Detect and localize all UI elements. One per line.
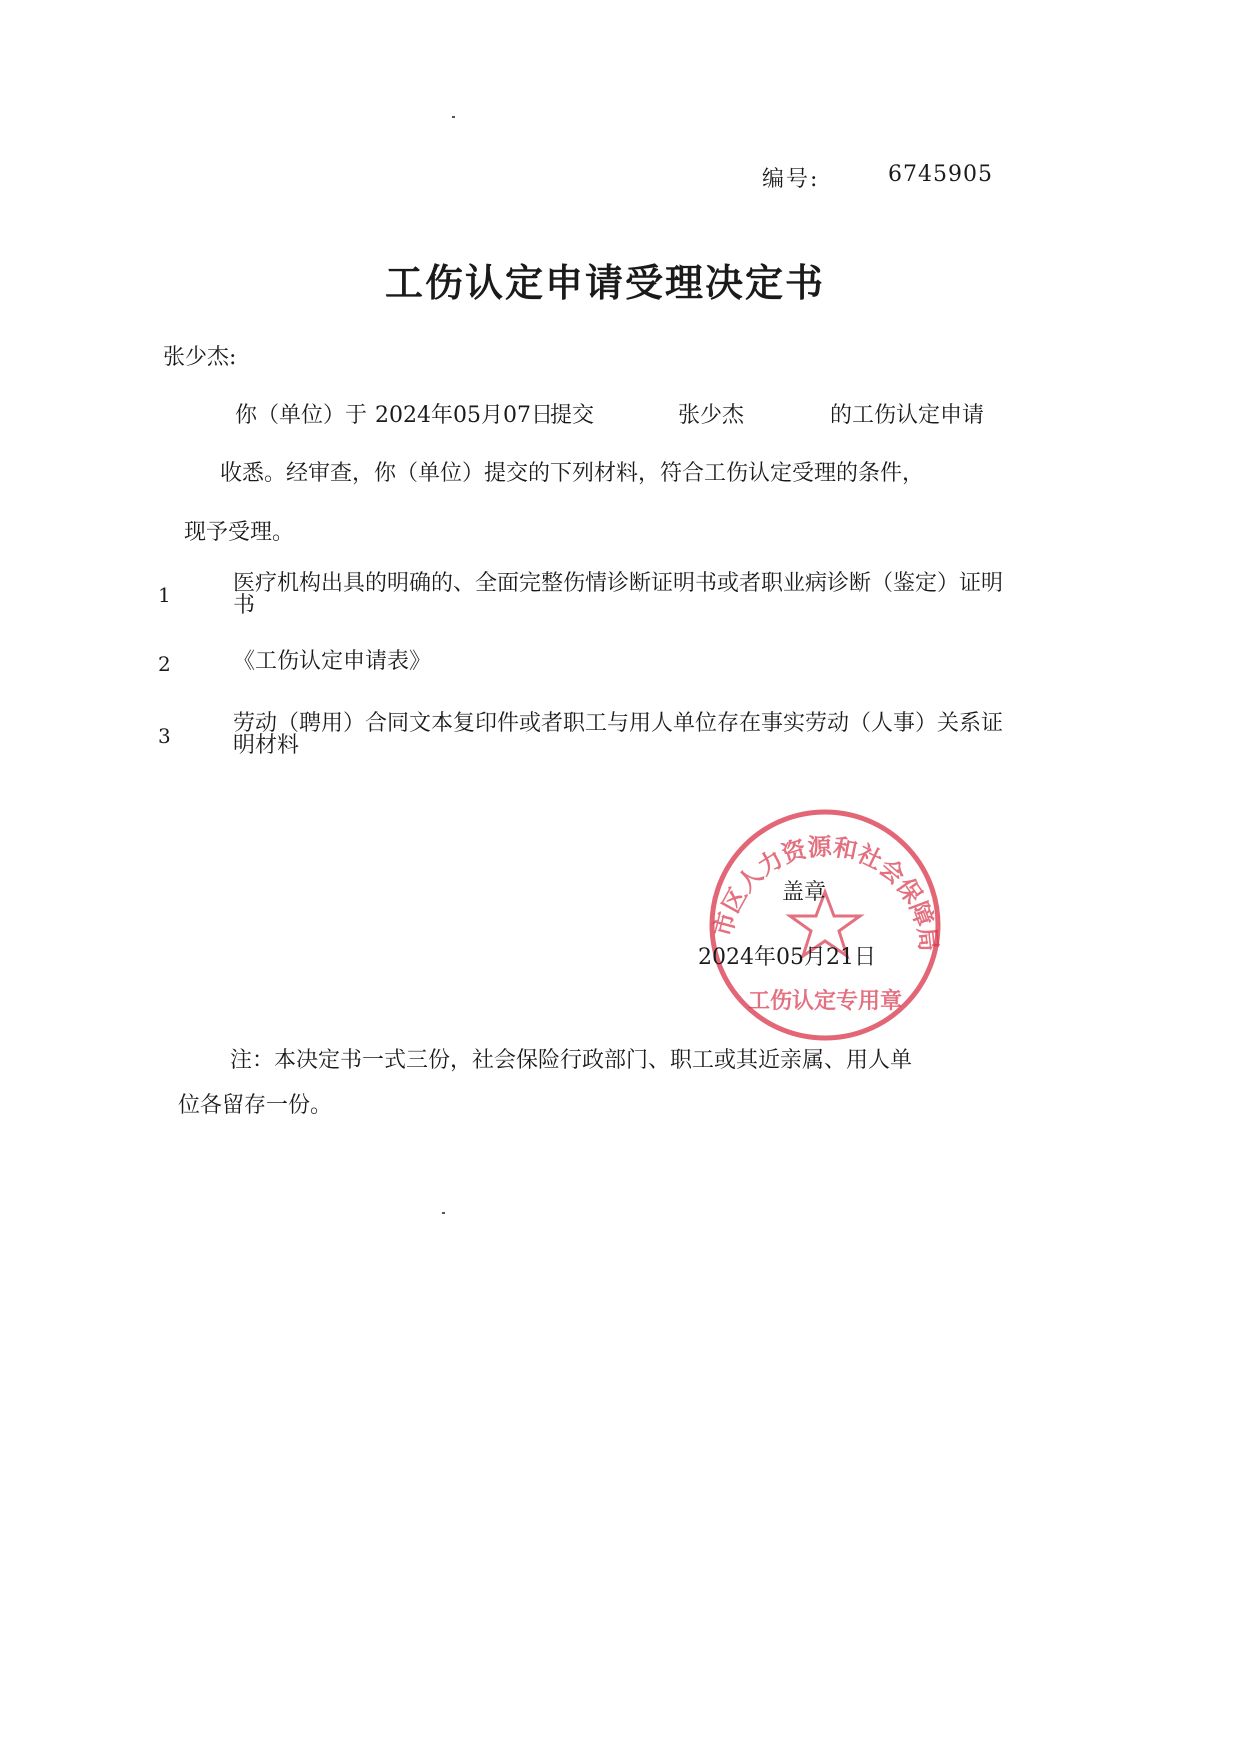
material-text: 医疗机构出具的明确的、全面完整伤情诊断证明书或者职业病诊断（鉴定）证明书: [233, 571, 1004, 618]
seal-date: 2024年05月21日: [698, 945, 876, 970]
body-line1-prefix: 你（单位）于: [235, 403, 368, 428]
note-line1: 注：本决定书一式三份，社会保险行政部门、职工或其近亲属、用人单: [230, 1048, 913, 1073]
scan-speck: [452, 116, 455, 118]
material-number: 3: [158, 724, 171, 748]
addressee: 张少杰:: [163, 345, 237, 370]
body-line1-verb: 提交: [550, 403, 595, 428]
note-line2: 位各留存一份。: [178, 1093, 333, 1118]
body-line1-suffix: 的工伤认定申请: [830, 403, 985, 428]
seal-bottom-text: 工伤认定专用章: [747, 989, 903, 1014]
seal-ring-text: 市区人力资源和社会保障局: [708, 832, 943, 953]
scan-speck: [442, 1212, 445, 1214]
submit-date: 2024年05月07日: [375, 403, 553, 428]
serial-value: 6745905: [888, 162, 993, 187]
applicant-name: 张少杰: [678, 403, 745, 428]
material-number: 1: [158, 583, 171, 607]
material-number: 2: [158, 652, 171, 676]
material-text: 劳动（聘用）合同文本复印件或者职工与用人单位存在事实劳动（人事）关系证明材料: [233, 711, 1004, 758]
official-seal-icon: [700, 800, 950, 1050]
material-text: 《工伤认定申请表》: [233, 649, 432, 674]
page-title: 工伤认定申请受理决定书: [385, 260, 826, 305]
serial-label: 编号:: [762, 167, 820, 192]
body-line3: 现予受理。: [184, 520, 295, 545]
seal-label: 盖章: [782, 880, 827, 905]
body-line2: 收悉。经审查，你（单位）提交的下列材料，符合工伤认定受理的条件，: [220, 461, 925, 486]
